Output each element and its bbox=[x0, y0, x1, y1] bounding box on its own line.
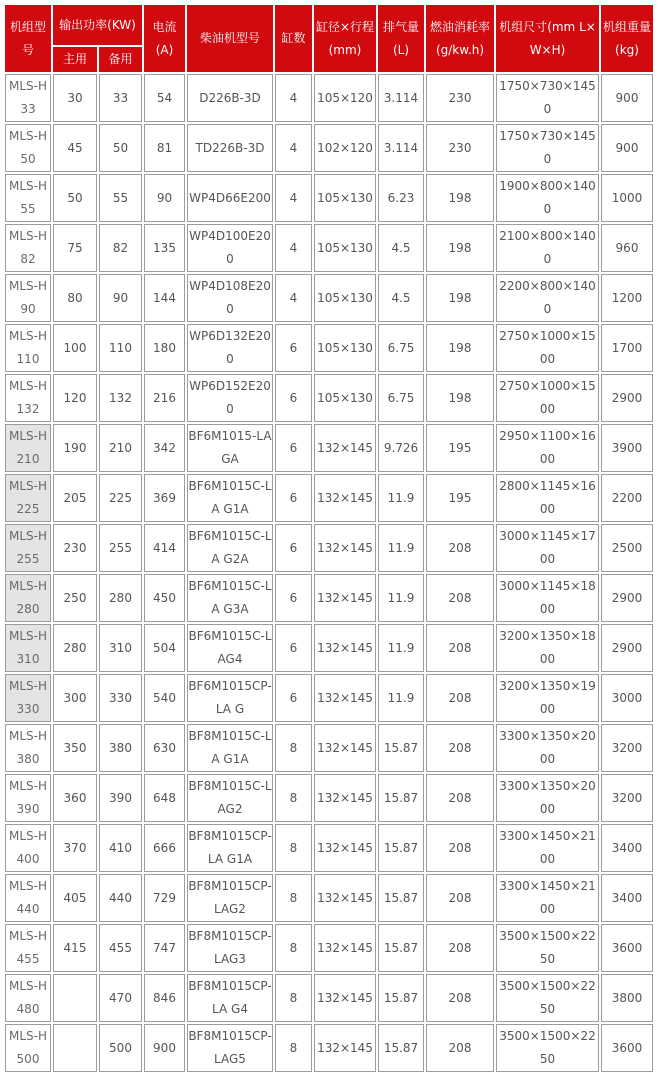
dimensions-cell: 2800×1145×1600 bbox=[496, 474, 599, 522]
bore-stroke-cell: 132×145 bbox=[314, 924, 376, 972]
table-row bbox=[5, 224, 653, 272]
model-cell: MLS-H132 bbox=[5, 374, 51, 422]
table-row bbox=[5, 324, 653, 372]
dimensions-cell: 3300×1350×2000 bbox=[496, 774, 599, 822]
header-fuel-consumption: 燃油消耗率(g/kw.h) bbox=[426, 5, 494, 72]
prime-power-cell: 120 bbox=[53, 374, 97, 422]
current-cell: 90 bbox=[144, 174, 185, 222]
current-cell: 180 bbox=[144, 324, 185, 372]
table-row bbox=[5, 974, 653, 1022]
header-dimensions: 机组尺寸(mm L×W×H) bbox=[496, 5, 599, 72]
model-cell: MLS-H500 bbox=[5, 1024, 51, 1072]
current-cell: 540 bbox=[144, 674, 185, 722]
weight-cell: 900 bbox=[601, 124, 653, 172]
cylinders-cell: 8 bbox=[275, 1024, 312, 1072]
cylinders-cell: 8 bbox=[275, 824, 312, 872]
current-cell: 54 bbox=[144, 74, 185, 122]
cylinders-cell: 6 bbox=[275, 374, 312, 422]
dimensions-cell: 3500×1500×2250 bbox=[496, 924, 599, 972]
engine-model-cell: BF8M1015C-LAG2 bbox=[187, 774, 273, 822]
model-cell: MLS-H380 bbox=[5, 724, 51, 772]
dimensions-cell: 2750×1000×1500 bbox=[496, 324, 599, 372]
cylinders-cell: 4 bbox=[275, 224, 312, 272]
engine-model-cell: BF6M1015C-LAG4 bbox=[187, 624, 273, 672]
bore-stroke-cell: 105×120 bbox=[314, 74, 376, 122]
model-cell: MLS-H480 bbox=[5, 974, 51, 1022]
displacement-cell: 6.75 bbox=[378, 374, 424, 422]
bore-stroke-cell: 132×145 bbox=[314, 524, 376, 572]
fuel-consumption-cell: 208 bbox=[426, 624, 494, 672]
bore-stroke-cell: 132×145 bbox=[314, 424, 376, 472]
cylinders-cell: 6 bbox=[275, 624, 312, 672]
generator-spec-table bbox=[3, 3, 655, 1074]
fuel-consumption-cell: 198 bbox=[426, 274, 494, 322]
table-row bbox=[5, 374, 653, 422]
fuel-consumption-cell: 198 bbox=[426, 324, 494, 372]
dimensions-cell: 3500×1500×2250 bbox=[496, 974, 599, 1022]
current-cell: 414 bbox=[144, 524, 185, 572]
bore-stroke-cell: 105×130 bbox=[314, 274, 376, 322]
bore-stroke-cell: 132×145 bbox=[314, 724, 376, 772]
fuel-consumption-cell: 208 bbox=[426, 874, 494, 922]
dimensions-cell: 3000×1145×1700 bbox=[496, 524, 599, 572]
weight-cell: 3900 bbox=[601, 424, 653, 472]
model-cell: MLS-H330 bbox=[5, 674, 51, 722]
fuel-consumption-cell: 195 bbox=[426, 474, 494, 522]
engine-model-cell: WP4D108E200 bbox=[187, 274, 273, 322]
table-row bbox=[5, 574, 653, 622]
current-cell: 216 bbox=[144, 374, 185, 422]
prime-power-cell: 280 bbox=[53, 624, 97, 672]
weight-cell: 2500 bbox=[601, 524, 653, 572]
standby-power-cell: 455 bbox=[99, 924, 142, 972]
displacement-cell: 4.5 bbox=[378, 274, 424, 322]
table-row bbox=[5, 424, 653, 472]
current-cell: 648 bbox=[144, 774, 185, 822]
weight-cell: 900 bbox=[601, 74, 653, 122]
current-cell: 450 bbox=[144, 574, 185, 622]
weight-cell: 3600 bbox=[601, 924, 653, 972]
cylinders-cell: 8 bbox=[275, 724, 312, 772]
fuel-consumption-cell: 208 bbox=[426, 1024, 494, 1072]
model-cell: MLS-H280 bbox=[5, 574, 51, 622]
fuel-consumption-cell: 208 bbox=[426, 524, 494, 572]
weight-cell: 2200 bbox=[601, 474, 653, 522]
displacement-cell: 9.726 bbox=[378, 424, 424, 472]
dimensions-cell: 3300×1450×2100 bbox=[496, 824, 599, 872]
standby-power-cell: 410 bbox=[99, 824, 142, 872]
engine-model-cell: WP4D66E200 bbox=[187, 174, 273, 222]
displacement-cell: 3.114 bbox=[378, 74, 424, 122]
prime-power-cell: 300 bbox=[53, 674, 97, 722]
header-prime-power: 主用 bbox=[53, 47, 97, 72]
engine-model-cell: WP6D132E200 bbox=[187, 324, 273, 372]
current-cell: 666 bbox=[144, 824, 185, 872]
standby-power-cell: 225 bbox=[99, 474, 142, 522]
standby-power-cell: 50 bbox=[99, 124, 142, 172]
header-engine-model: 柴油机型号 bbox=[187, 5, 273, 72]
standby-power-cell: 132 bbox=[99, 374, 142, 422]
fuel-consumption-cell: 208 bbox=[426, 974, 494, 1022]
cylinders-cell: 6 bbox=[275, 324, 312, 372]
table-row bbox=[5, 674, 653, 722]
engine-model-cell: WP4D100E200 bbox=[187, 224, 273, 272]
model-cell: MLS-H33 bbox=[5, 74, 51, 122]
bore-stroke-cell: 105×130 bbox=[314, 324, 376, 372]
prime-power-cell: 30 bbox=[53, 74, 97, 122]
cylinders-cell: 6 bbox=[275, 574, 312, 622]
displacement-cell: 15.87 bbox=[378, 774, 424, 822]
model-cell: MLS-H390 bbox=[5, 774, 51, 822]
engine-model-cell: TD226B-3D bbox=[187, 124, 273, 172]
fuel-consumption-cell: 208 bbox=[426, 674, 494, 722]
engine-model-cell: BF8M1015CP-LAG2 bbox=[187, 874, 273, 922]
displacement-cell: 4.5 bbox=[378, 224, 424, 272]
fuel-consumption-cell: 208 bbox=[426, 924, 494, 972]
fuel-consumption-cell: 230 bbox=[426, 124, 494, 172]
bore-stroke-cell: 105×130 bbox=[314, 174, 376, 222]
current-cell: 729 bbox=[144, 874, 185, 922]
prime-power-cell: 370 bbox=[53, 824, 97, 872]
weight-cell: 2900 bbox=[601, 574, 653, 622]
dimensions-cell: 3000×1145×1800 bbox=[496, 574, 599, 622]
dimensions-cell: 3500×1500×2250 bbox=[496, 1024, 599, 1072]
engine-model-cell: BF6M1015C-LA G2A bbox=[187, 524, 273, 572]
current-cell: 504 bbox=[144, 624, 185, 672]
cylinders-cell: 8 bbox=[275, 974, 312, 1022]
prime-power-cell bbox=[53, 1024, 97, 1072]
engine-model-cell: D226B-3D bbox=[187, 74, 273, 122]
engine-model-cell: BF8M1015CP-LA G1A bbox=[187, 824, 273, 872]
fuel-consumption-cell: 198 bbox=[426, 224, 494, 272]
bore-stroke-cell: 105×130 bbox=[314, 224, 376, 272]
table-row bbox=[5, 924, 653, 972]
standby-power-cell: 330 bbox=[99, 674, 142, 722]
engine-model-cell: BF6M1015CP-LA G bbox=[187, 674, 273, 722]
current-cell: 135 bbox=[144, 224, 185, 272]
weight-cell: 3000 bbox=[601, 674, 653, 722]
engine-model-cell: BF8M1015C-LA G1A bbox=[187, 724, 273, 772]
engine-model-cell: BF6M1015C-LA G1A bbox=[187, 474, 273, 522]
prime-power-cell: 360 bbox=[53, 774, 97, 822]
cylinders-cell: 6 bbox=[275, 674, 312, 722]
prime-power-cell: 50 bbox=[53, 174, 97, 222]
bore-stroke-cell: 132×145 bbox=[314, 774, 376, 822]
fuel-consumption-cell: 208 bbox=[426, 574, 494, 622]
standby-power-cell: 90 bbox=[99, 274, 142, 322]
header-model: 机组型号 bbox=[5, 5, 51, 72]
engine-model-cell: BF6M1015-LA GA bbox=[187, 424, 273, 472]
cylinders-cell: 8 bbox=[275, 874, 312, 922]
fuel-consumption-cell: 195 bbox=[426, 424, 494, 472]
current-cell: 144 bbox=[144, 274, 185, 322]
header-standby-power: 备用 bbox=[99, 47, 142, 72]
header-displacement: 排气量 (L) bbox=[378, 5, 424, 72]
engine-model-cell: BF8M1015CP-LAG3 bbox=[187, 924, 273, 972]
weight-cell: 3200 bbox=[601, 724, 653, 772]
bore-stroke-cell: 132×145 bbox=[314, 474, 376, 522]
weight-cell: 1200 bbox=[601, 274, 653, 322]
fuel-consumption-cell: 208 bbox=[426, 774, 494, 822]
engine-model-cell: BF8M1015CP-LA G4 bbox=[187, 974, 273, 1022]
displacement-cell: 15.87 bbox=[378, 824, 424, 872]
standby-power-cell: 110 bbox=[99, 324, 142, 372]
header-cylinders: 缸数 bbox=[275, 5, 312, 72]
dimensions-cell: 3200×1350×1800 bbox=[496, 624, 599, 672]
prime-power-cell: 75 bbox=[53, 224, 97, 272]
model-cell: MLS-H55 bbox=[5, 174, 51, 222]
displacement-cell: 15.87 bbox=[378, 874, 424, 922]
table-row bbox=[5, 524, 653, 572]
fuel-consumption-cell: 198 bbox=[426, 174, 494, 222]
prime-power-cell bbox=[53, 974, 97, 1022]
cylinders-cell: 8 bbox=[275, 924, 312, 972]
standby-power-cell: 440 bbox=[99, 874, 142, 922]
displacement-cell: 15.87 bbox=[378, 974, 424, 1022]
table-row bbox=[5, 774, 653, 822]
table-row bbox=[5, 474, 653, 522]
cylinders-cell: 4 bbox=[275, 74, 312, 122]
model-cell: MLS-H210 bbox=[5, 424, 51, 472]
dimensions-cell: 1750×730×1450 bbox=[496, 124, 599, 172]
prime-power-cell: 405 bbox=[53, 874, 97, 922]
engine-model-cell: BF6M1015C-LA G3A bbox=[187, 574, 273, 622]
table-row bbox=[5, 624, 653, 672]
prime-power-cell: 100 bbox=[53, 324, 97, 372]
displacement-cell: 15.87 bbox=[378, 924, 424, 972]
weight-cell: 1000 bbox=[601, 174, 653, 222]
weight-cell: 3200 bbox=[601, 774, 653, 822]
current-cell: 81 bbox=[144, 124, 185, 172]
model-cell: MLS-H255 bbox=[5, 524, 51, 572]
fuel-consumption-cell: 198 bbox=[426, 374, 494, 422]
model-cell: MLS-H110 bbox=[5, 324, 51, 372]
table-row bbox=[5, 874, 653, 922]
standby-power-cell: 210 bbox=[99, 424, 142, 472]
prime-power-cell: 205 bbox=[53, 474, 97, 522]
header-weight: 机组重量(kg) bbox=[601, 5, 653, 72]
prime-power-cell: 45 bbox=[53, 124, 97, 172]
prime-power-cell: 415 bbox=[53, 924, 97, 972]
displacement-cell: 11.9 bbox=[378, 674, 424, 722]
current-cell: 900 bbox=[144, 1024, 185, 1072]
header-bore-stroke: 缸径×行程(mm) bbox=[314, 5, 376, 72]
bore-stroke-cell: 132×145 bbox=[314, 974, 376, 1022]
displacement-cell: 11.9 bbox=[378, 474, 424, 522]
prime-power-cell: 230 bbox=[53, 524, 97, 572]
model-cell: MLS-H50 bbox=[5, 124, 51, 172]
displacement-cell: 15.87 bbox=[378, 724, 424, 772]
model-cell: MLS-H310 bbox=[5, 624, 51, 672]
engine-model-cell: BF8M1015CP-LAG5 bbox=[187, 1024, 273, 1072]
weight-cell: 2900 bbox=[601, 374, 653, 422]
bore-stroke-cell: 132×145 bbox=[314, 624, 376, 672]
header-output-power: 输出功率(KW) bbox=[53, 5, 142, 45]
bore-stroke-cell: 132×145 bbox=[314, 1024, 376, 1072]
table-row bbox=[5, 124, 653, 172]
standby-power-cell: 470 bbox=[99, 974, 142, 1022]
table-row bbox=[5, 724, 653, 772]
standby-power-cell: 310 bbox=[99, 624, 142, 672]
weight-cell: 960 bbox=[601, 224, 653, 272]
spec-table-body bbox=[5, 74, 653, 1072]
bore-stroke-cell: 102×120 bbox=[314, 124, 376, 172]
weight-cell: 3400 bbox=[601, 824, 653, 872]
fuel-consumption-cell: 208 bbox=[426, 724, 494, 772]
displacement-cell: 6.23 bbox=[378, 174, 424, 222]
displacement-cell: 11.9 bbox=[378, 524, 424, 572]
header-current: 电流(A) bbox=[144, 5, 185, 72]
current-cell: 342 bbox=[144, 424, 185, 472]
dimensions-cell: 3300×1450×2100 bbox=[496, 874, 599, 922]
dimensions-cell: 3300×1350×2000 bbox=[496, 724, 599, 772]
dimensions-cell: 1750×730×1450 bbox=[496, 74, 599, 122]
weight-cell: 3800 bbox=[601, 974, 653, 1022]
table-row bbox=[5, 174, 653, 222]
current-cell: 747 bbox=[144, 924, 185, 972]
model-cell: MLS-H90 bbox=[5, 274, 51, 322]
table-row bbox=[5, 74, 653, 122]
fuel-consumption-cell: 208 bbox=[426, 824, 494, 872]
standby-power-cell: 280 bbox=[99, 574, 142, 622]
current-cell: 630 bbox=[144, 724, 185, 772]
standby-power-cell: 255 bbox=[99, 524, 142, 572]
displacement-cell: 15.87 bbox=[378, 1024, 424, 1072]
standby-power-cell: 82 bbox=[99, 224, 142, 272]
cylinders-cell: 6 bbox=[275, 524, 312, 572]
model-cell: MLS-H82 bbox=[5, 224, 51, 272]
cylinders-cell: 6 bbox=[275, 424, 312, 472]
displacement-cell: 3.114 bbox=[378, 124, 424, 172]
dimensions-cell: 2200×800×1400 bbox=[496, 274, 599, 322]
prime-power-cell: 190 bbox=[53, 424, 97, 472]
dimensions-cell: 1900×800×1400 bbox=[496, 174, 599, 222]
cylinders-cell: 4 bbox=[275, 174, 312, 222]
model-cell: MLS-H455 bbox=[5, 924, 51, 972]
weight-cell: 3400 bbox=[601, 874, 653, 922]
model-cell: MLS-H225 bbox=[5, 474, 51, 522]
dimensions-cell: 2100×800×1400 bbox=[496, 224, 599, 272]
standby-power-cell: 500 bbox=[99, 1024, 142, 1072]
weight-cell: 2900 bbox=[601, 624, 653, 672]
weight-cell: 1700 bbox=[601, 324, 653, 372]
engine-model-cell: WP6D152E200 bbox=[187, 374, 273, 422]
bore-stroke-cell: 132×145 bbox=[314, 874, 376, 922]
bore-stroke-cell: 105×130 bbox=[314, 374, 376, 422]
model-cell: MLS-H400 bbox=[5, 824, 51, 872]
prime-power-cell: 250 bbox=[53, 574, 97, 622]
standby-power-cell: 55 bbox=[99, 174, 142, 222]
bore-stroke-cell: 132×145 bbox=[314, 574, 376, 622]
standby-power-cell: 33 bbox=[99, 74, 142, 122]
displacement-cell: 11.9 bbox=[378, 624, 424, 672]
model-cell: MLS-H440 bbox=[5, 874, 51, 922]
prime-power-cell: 80 bbox=[53, 274, 97, 322]
table-row bbox=[5, 824, 653, 872]
table-row bbox=[5, 1024, 653, 1072]
displacement-cell: 6.75 bbox=[378, 324, 424, 372]
fuel-consumption-cell: 230 bbox=[426, 74, 494, 122]
dimensions-cell: 2950×1100×1600 bbox=[496, 424, 599, 472]
bore-stroke-cell: 132×145 bbox=[314, 824, 376, 872]
table-row bbox=[5, 274, 653, 322]
cylinders-cell: 4 bbox=[275, 124, 312, 172]
dimensions-cell: 2750×1000×1500 bbox=[496, 374, 599, 422]
bore-stroke-cell: 132×145 bbox=[314, 674, 376, 722]
cylinders-cell: 4 bbox=[275, 274, 312, 322]
current-cell: 369 bbox=[144, 474, 185, 522]
dimensions-cell: 3200×1350×1900 bbox=[496, 674, 599, 722]
displacement-cell: 11.9 bbox=[378, 574, 424, 622]
current-cell: 846 bbox=[144, 974, 185, 1022]
cylinders-cell: 6 bbox=[275, 474, 312, 522]
weight-cell: 3600 bbox=[601, 1024, 653, 1072]
cylinders-cell: 8 bbox=[275, 774, 312, 822]
prime-power-cell: 350 bbox=[53, 724, 97, 772]
standby-power-cell: 380 bbox=[99, 724, 142, 772]
standby-power-cell: 390 bbox=[99, 774, 142, 822]
